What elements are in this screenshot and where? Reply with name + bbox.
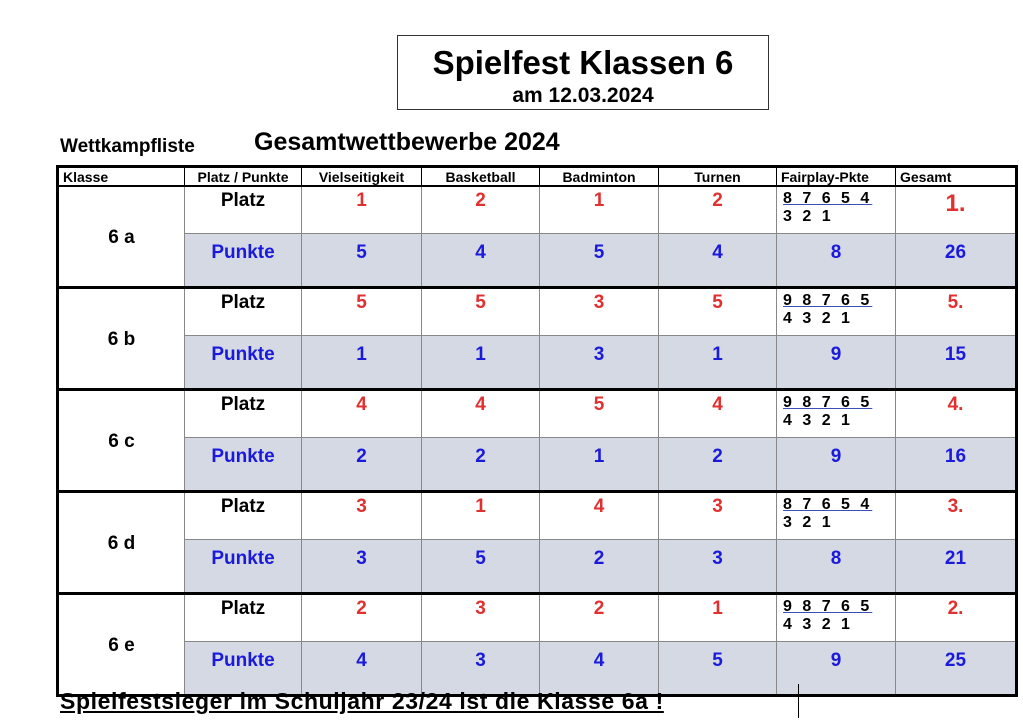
punkte-value-cell: 4 xyxy=(540,642,659,696)
fairplay-scale-line-2: 4 3 2 1 xyxy=(783,310,853,327)
text-cursor xyxy=(798,684,799,718)
fairplay-scale-cell xyxy=(777,288,896,336)
results-table xyxy=(56,165,1018,697)
fairplay-scale-cell xyxy=(777,594,896,642)
class-name-cell: 6 b xyxy=(58,288,185,390)
fairplay-scale-text-1: 9 8 7 6 5 xyxy=(783,598,873,615)
col-header-klasse: Klasse xyxy=(58,167,185,187)
punkte-value-cell: 1 xyxy=(540,438,659,492)
platz-label-cell: Platz xyxy=(185,492,302,540)
platz-value-cell: 2 xyxy=(302,594,422,642)
fairplay-points-cell: 9 xyxy=(777,438,896,492)
class-name-cell: 6 e xyxy=(58,594,185,696)
platz-label-cell: Platz xyxy=(185,594,302,642)
platz-value-cell: 5 xyxy=(659,288,777,336)
platz-value-cell: 1 xyxy=(422,492,540,540)
col-header-gesamt: Gesamt xyxy=(896,167,1017,187)
rank-cell: 5. xyxy=(896,288,1017,336)
platz-label-cell: Platz xyxy=(185,288,302,336)
rank-cell: 1. xyxy=(896,186,1017,234)
punkte-value-cell: 2 xyxy=(302,438,422,492)
punkte-label-cell: Punkte xyxy=(185,438,302,492)
platz-value-cell: 4 xyxy=(659,390,777,438)
platz-value-cell: 3 xyxy=(659,492,777,540)
punkte-value-cell: 4 xyxy=(422,234,540,288)
document-title: Spielfest Klassen 6 xyxy=(432,44,734,81)
table-row-punkte xyxy=(58,336,1017,390)
col-header-fairplay: Fairplay-Pkte xyxy=(777,167,896,187)
col-header-platz-punkte: Platz / Punkte xyxy=(185,167,302,187)
platz-label-cell: Platz xyxy=(185,390,302,438)
platz-value-cell: 4 xyxy=(422,390,540,438)
fairplay-scale-line-2: 3 2 1 xyxy=(783,208,834,225)
table-row-platz xyxy=(58,594,1017,642)
fairplay-scale-line-1 xyxy=(783,190,895,208)
platz-value-cell: 1 xyxy=(659,594,777,642)
fairplay-scale-line-1 xyxy=(783,496,895,514)
platz-value-cell: 3 xyxy=(422,594,540,642)
punkte-value-cell: 5 xyxy=(422,540,540,594)
fairplay-scale-text-1: 8 7 6 5 4 xyxy=(783,190,873,207)
punkte-value-cell: 4 xyxy=(302,642,422,696)
rank-cell: 2. xyxy=(896,594,1017,642)
col-header-badminton: Badminton xyxy=(540,167,659,187)
fairplay-scale-text-1: 9 8 7 6 5 xyxy=(783,292,873,309)
table-row-punkte xyxy=(58,540,1017,594)
platz-value-cell: 5 xyxy=(422,288,540,336)
table-row-punkte xyxy=(58,438,1017,492)
fairplay-points-cell: 9 xyxy=(777,336,896,390)
table-row-platz xyxy=(58,288,1017,336)
punkte-label-cell: Punkte xyxy=(185,234,302,288)
punkte-value-cell: 5 xyxy=(540,234,659,288)
class-name-cell: 6 d xyxy=(58,492,185,594)
table-row-punkte xyxy=(58,234,1017,288)
punkte-value-cell: 2 xyxy=(540,540,659,594)
col-header-basketball: Basketball xyxy=(422,167,540,187)
punkte-value-cell: 3 xyxy=(540,336,659,390)
platz-value-cell: 4 xyxy=(302,390,422,438)
total-points-cell: 16 xyxy=(896,438,1017,492)
fairplay-scale-cell xyxy=(777,186,896,234)
fairplay-scale-line-2: 4 3 2 1 xyxy=(783,412,853,429)
punkte-value-cell: 2 xyxy=(422,438,540,492)
fairplay-scale-text-1: 8 7 6 5 4 xyxy=(783,496,873,513)
header-row xyxy=(58,167,1017,187)
list-title: Gesamtwettbewerbe 2024 xyxy=(254,128,560,156)
fairplay-scale-line-1 xyxy=(783,598,895,616)
table-row-platz xyxy=(58,492,1017,540)
punkte-label-cell: Punkte xyxy=(185,642,302,696)
fairplay-scale-line-2: 4 3 2 1 xyxy=(783,616,853,633)
platz-value-cell: 3 xyxy=(302,492,422,540)
fairplay-scale-line-1 xyxy=(783,394,895,412)
table-row-platz xyxy=(58,390,1017,438)
punkte-value-cell: 3 xyxy=(302,540,422,594)
platz-value-cell: 5 xyxy=(540,390,659,438)
fairplay-points-cell: 8 xyxy=(777,540,896,594)
platz-value-cell: 1 xyxy=(540,186,659,234)
platz-label-cell: Platz xyxy=(185,186,302,234)
title-box xyxy=(397,35,769,110)
platz-value-cell: 1 xyxy=(302,186,422,234)
punkte-value-cell: 3 xyxy=(659,540,777,594)
col-header-vielseitigkeit: Vielseitigkeit xyxy=(302,167,422,187)
rank-cell: 4. xyxy=(896,390,1017,438)
platz-value-cell: 4 xyxy=(540,492,659,540)
total-points-cell: 26 xyxy=(896,234,1017,288)
punkte-value-cell: 4 xyxy=(659,234,777,288)
total-points-cell: 25 xyxy=(896,642,1017,696)
winner-statement: Spielfestsieger im Schuljahr 23/24 ist die Klasse 6a ! xyxy=(60,688,664,714)
platz-value-cell: 3 xyxy=(540,288,659,336)
punkte-value-cell: 1 xyxy=(302,336,422,390)
platz-value-cell: 2 xyxy=(540,594,659,642)
punkte-label-cell: Punkte xyxy=(185,540,302,594)
punkte-label-cell: Punkte xyxy=(185,336,302,390)
class-name-cell: 6 c xyxy=(58,390,185,492)
class-name-cell: 6 a xyxy=(58,186,185,288)
fairplay-points-cell: 8 xyxy=(777,234,896,288)
document-date: am 12.03.2024 xyxy=(512,84,654,107)
fairplay-scale-line-1 xyxy=(783,292,895,310)
punkte-value-cell: 1 xyxy=(659,336,777,390)
total-points-cell: 15 xyxy=(896,336,1017,390)
punkte-value-cell: 5 xyxy=(659,642,777,696)
platz-value-cell: 5 xyxy=(302,288,422,336)
platz-value-cell: 2 xyxy=(659,186,777,234)
fairplay-scale-cell xyxy=(777,492,896,540)
table-row-platz xyxy=(58,186,1017,234)
rank-cell: 3. xyxy=(896,492,1017,540)
punkte-value-cell: 3 xyxy=(422,642,540,696)
fairplay-scale-line-2: 3 2 1 xyxy=(783,514,834,531)
list-label: Wettkampfliste xyxy=(60,136,195,157)
punkte-value-cell: 1 xyxy=(422,336,540,390)
punkte-value-cell: 5 xyxy=(302,234,422,288)
col-header-turnen: Turnen xyxy=(659,167,777,187)
fairplay-scale-cell xyxy=(777,390,896,438)
punkte-value-cell: 2 xyxy=(659,438,777,492)
fairplay-points-cell: 9 xyxy=(777,642,896,696)
fairplay-scale-text-1: 9 8 7 6 5 xyxy=(783,394,873,411)
platz-value-cell: 2 xyxy=(422,186,540,234)
total-points-cell: 21 xyxy=(896,540,1017,594)
